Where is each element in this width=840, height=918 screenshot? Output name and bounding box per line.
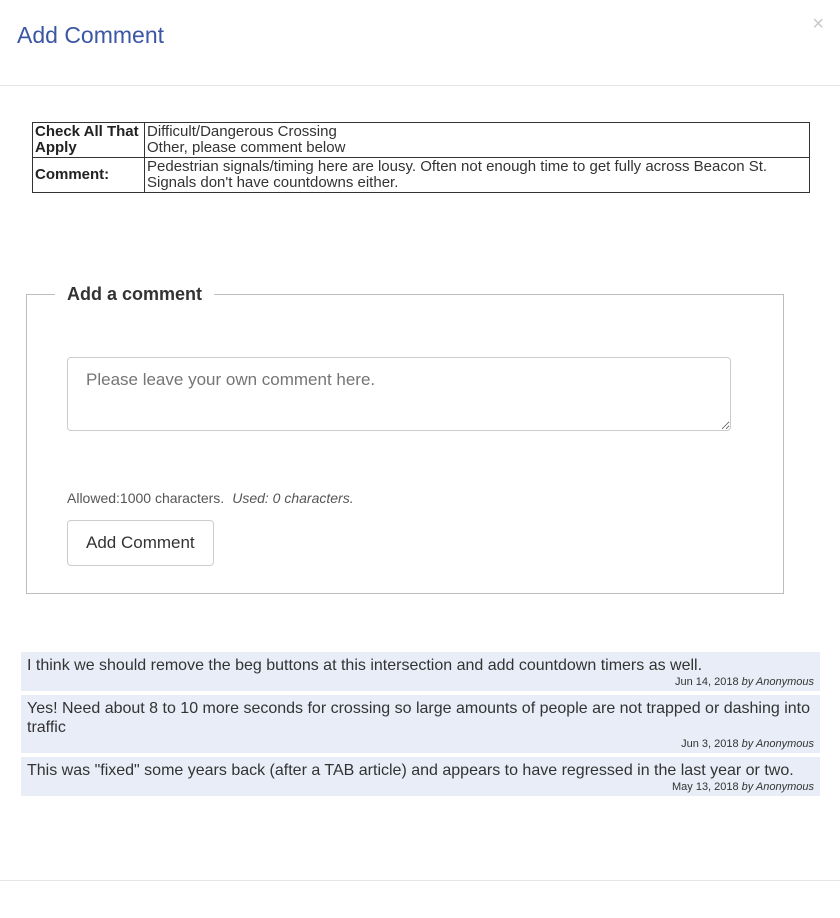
add-comment-button[interactable]: Add Comment	[67, 520, 214, 566]
comment-author: by Anonymous	[741, 781, 814, 793]
comment-author: by Anonymous	[741, 738, 814, 750]
comment-author: by Anonymous	[741, 676, 814, 688]
comment-text: I think we should remove the beg buttons at this intersection and add countdown timers as well.	[27, 657, 703, 674]
comment-date: May 13, 2018	[671, 781, 739, 793]
check-value: Difficult/Dangerous Crossing	[147, 123, 337, 140]
comment-date: Jun 3, 2018	[681, 738, 739, 750]
info-table	[32, 122, 810, 193]
comment-textarea[interactable]	[67, 357, 731, 431]
check-value: Other, please comment below	[147, 139, 346, 156]
comment-meta	[27, 676, 814, 688]
list-item	[21, 652, 820, 691]
modal-header	[0, 0, 840, 86]
comment-label: Comment:	[33, 158, 145, 193]
comment-date: Jun 14, 2018	[675, 676, 739, 688]
check-all-label: Check All That Apply	[33, 123, 145, 158]
comment-meta	[27, 781, 814, 793]
table-row	[33, 158, 810, 193]
list-item	[21, 695, 820, 753]
list-item	[21, 757, 820, 796]
check-all-values	[145, 123, 810, 158]
used-characters: Used: 0 characters.	[232, 490, 354, 506]
character-count	[67, 490, 354, 506]
add-comment-fieldset	[26, 284, 784, 594]
close-icon[interactable]: ×	[812, 13, 824, 35]
allowed-characters: Allowed:1000 characters.	[67, 490, 225, 506]
comment-list	[21, 652, 820, 800]
comment-text: This was "fixed" some years back (after a TAB article) and appears to have regressed in the last year or two.	[27, 762, 794, 779]
add-comment-legend: Add a comment	[67, 284, 203, 304]
comment-value: Pedestrian signals/timing here are lousy. Often not enough time to get fully across Beacon St. Signals don't have countdowns either.	[145, 158, 810, 193]
modal-title: Add Comment	[17, 22, 165, 48]
modal-footer-divider	[0, 880, 840, 881]
comment-text: Yes! Need about 8 to 10 more seconds for crossing so large amounts of people are not trapped or dashing into traffic	[27, 700, 811, 736]
comment-meta	[27, 738, 814, 750]
table-row	[33, 123, 810, 158]
